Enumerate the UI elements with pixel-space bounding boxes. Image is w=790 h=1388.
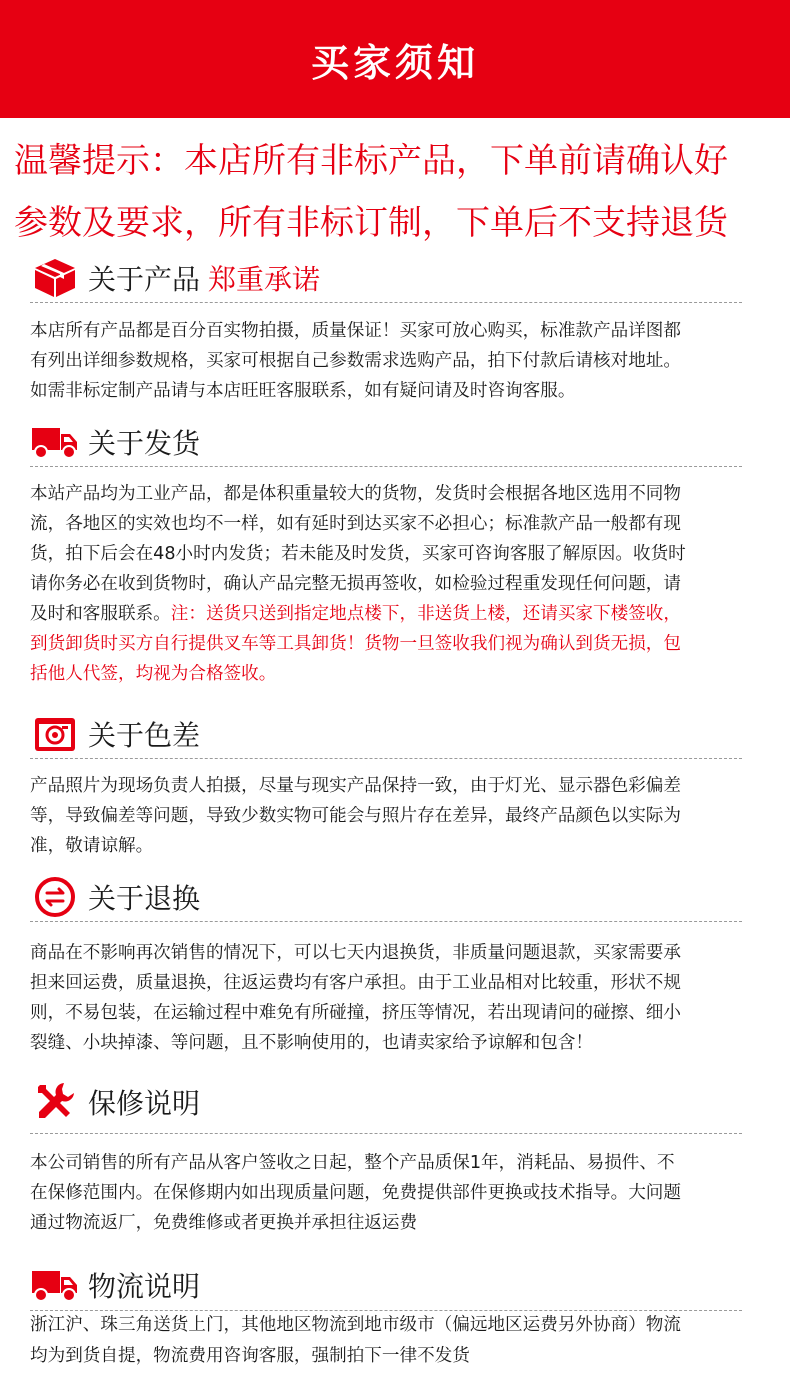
text-line: 商品在不影响再次销售的情况下，可以七天内退换货，非质量问题退款，买家需要承 [30, 943, 681, 963]
paragraph-returns [30, 938, 758, 1058]
section-header-shipping [32, 420, 200, 464]
section-title-product: 关于产品 [88, 263, 201, 296]
exchange-icon [32, 875, 78, 919]
box-icon [32, 256, 78, 300]
text-line: 准，敬请谅解。 [30, 836, 154, 856]
section-title-returns: 关于退换 [88, 882, 201, 915]
text-line: 流，各地区的实效也均不一样，如有延时到达买家不必担心；标准款产品一般都有现 [30, 514, 681, 534]
section-title-shipping: 关于发货 [88, 427, 201, 460]
section-header-returns [32, 875, 200, 919]
paragraph-color [30, 771, 758, 861]
truck-icon [32, 1263, 78, 1307]
text-line: 本店所有产品都是百分百实物拍摄，质量保证！买家可放心购买，标准款产品详图都 [30, 321, 681, 341]
section-title-warranty: 保修说明 [88, 1087, 201, 1120]
page-title: 买家须知 [310, 40, 479, 85]
tools-icon [32, 1080, 78, 1124]
text-line: 产品照片为现场负责人拍摄，尽量与现实产品保持一致，由于灯光、显示器色彩偏差 [30, 776, 681, 796]
section-header-logistics [32, 1263, 200, 1307]
text-line: 浙江沪、珠三角送货上门，其他地区物流到地市级市（偏远地区运费另外协商）物流 [30, 1315, 681, 1335]
paragraph-logistics [30, 1310, 758, 1372]
camera-icon [32, 712, 78, 756]
divider [30, 466, 742, 467]
text-line: 裂缝、小块掉漆、等问题，且不影响使用的，也请卖家给予谅解和包含！ [30, 1033, 594, 1053]
text-line: 担来回运费，质量退换，往返运费均有客户承担。由于工业品相对比较重，形状不规 [30, 973, 681, 993]
text-line: 均为到货自提，物流费用咨询客服，强制拍下一律不发货 [30, 1346, 470, 1366]
notice-line-1: 温馨提示：本店所有非标产品，下单前请确认好 [14, 141, 728, 181]
notice-line-2: 参数及要求，所有非标订制，下单后不支持退货 [14, 203, 728, 243]
delivery-warning-line: 括他人代签，均视为合格签收。 [30, 664, 277, 684]
delivery-warning-line: 到货卸货时买方自行提供叉车等工具卸货！货物一旦签收我们视为确认到货无损，包 [30, 634, 681, 654]
text-line: 本站产品均为工业产品，都是体积重量较大的货物，发货时会根据各地区选用不同物 [30, 484, 681, 504]
paragraph-warranty [30, 1148, 758, 1238]
paragraph-shipping [30, 479, 758, 689]
truck-icon [32, 420, 78, 464]
text-line: 则，不易包装，在运输过程中难免有所碰撞，挤压等情况，若出现请问的碰擦、细小 [30, 1003, 681, 1023]
text-line: 通过物流返厂，免费维修或者更换并承担往返运费 [30, 1213, 418, 1233]
divider [30, 921, 742, 922]
paragraph-product [30, 316, 758, 406]
divider [30, 302, 742, 303]
text-line: 本公司销售的所有产品从客户签收之日起，整个产品质保1年，消耗品、易损件、不 [30, 1153, 675, 1173]
text-line: 有列出详细参数规格，买家可根据自己参数需求选购产品，拍下付款后请核对地址。 [30, 351, 681, 371]
section-title-color: 关于色差 [88, 719, 201, 752]
section-header-color [32, 712, 200, 756]
text-line [30, 599, 758, 629]
text-line: 等，导致偏差等问题，导致少数实物可能会与照片存在差异，最终产品颜色以实际为 [30, 806, 681, 826]
delivery-warning: 注：送货只送到指定地点楼下，非送货上楼，还请买家下楼签收， [170, 604, 681, 624]
section-title-accent-product: 郑重承诺 [208, 263, 321, 296]
text-line: 如需非标定制产品请与本店旺旺客服联系，如有疑问请及时咨询客服。 [30, 381, 576, 401]
section-title-logistics: 物流说明 [88, 1270, 201, 1303]
text-line: 在保修范围内。在保修期内如出现质量问题，免费提供部件更换或技术指导。大问题 [30, 1183, 681, 1203]
header-banner [0, 0, 790, 118]
section-header-warranty [32, 1080, 200, 1124]
divider [30, 1133, 742, 1134]
text-line: 货，拍下后会在48小时内发货；若未能及时发货，买家可咨询客服了解原因。收货时 [30, 544, 686, 564]
divider [30, 758, 742, 759]
text-segment: 及时和客服联系。 [30, 604, 171, 624]
section-header-product [32, 256, 320, 300]
text-line: 请你务必在收到货物时，确认产品完整无损再签收，如检验过程重发现任何问题，请 [30, 574, 681, 594]
